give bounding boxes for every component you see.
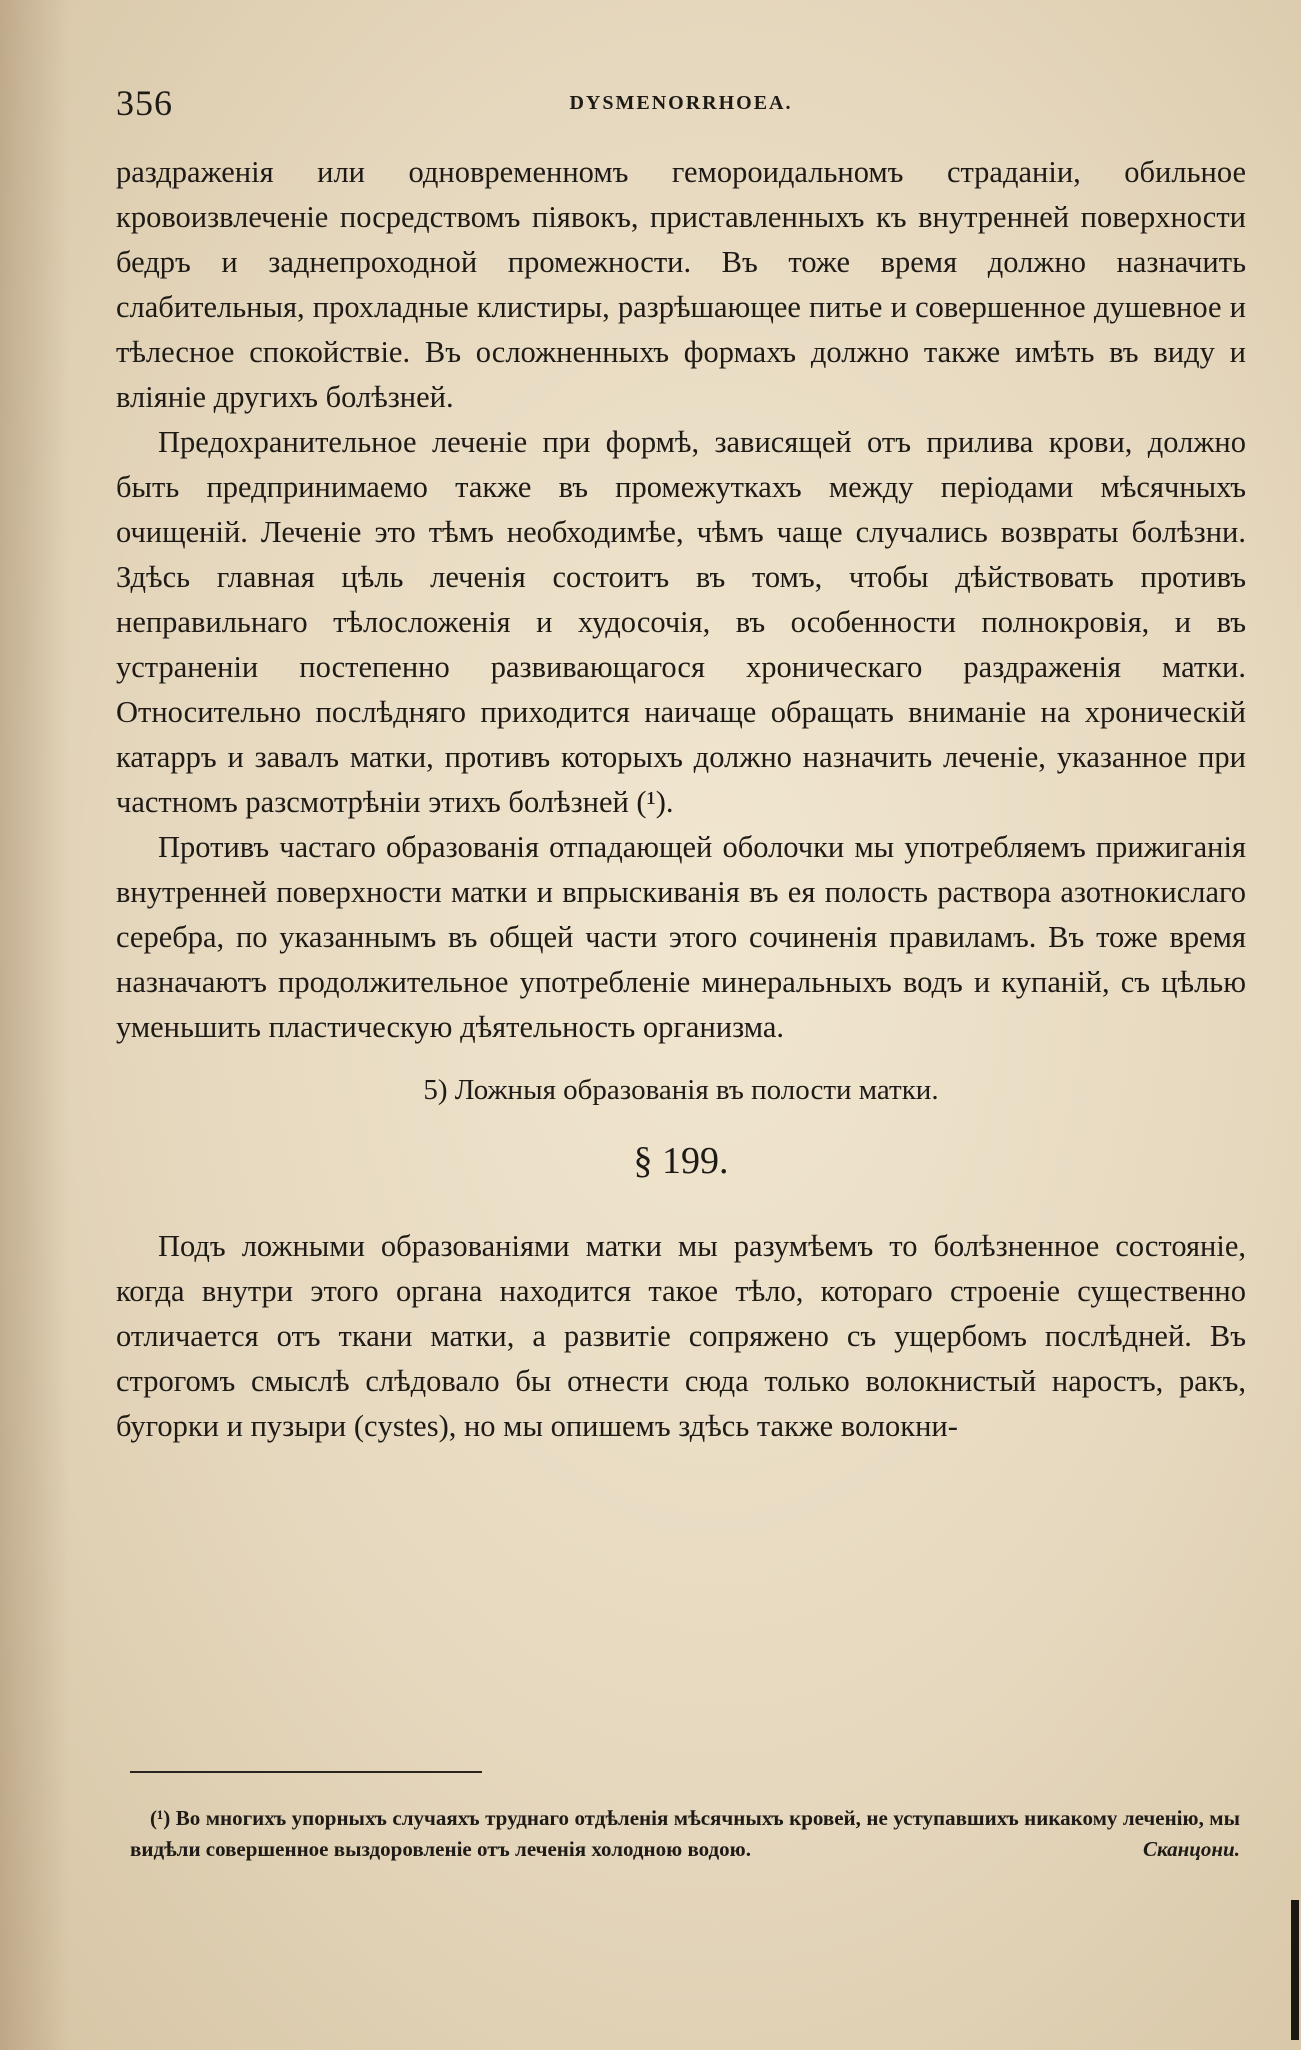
paragraph: раздраженія или одновременномъ гемороидальномъ страданіи, обильное кровоизвлеченіе посредствомъ піявокъ, приставленныхъ къ внутренней поверхности бедръ и заднепроходной промежности. Въ тоже время должно назначить слабительныя, прохладные клистиры, разрѣшающее питье и совершенное душевное и тѣлесное спокойствіе. Въ осложненныхъ формахъ должно также имѣть въ виду и вліяніе другихъ болѣзней.	[116, 155, 1246, 414]
footnote-text	[130, 1803, 1240, 1865]
page-number: 356	[116, 83, 173, 123]
footnote-signature: Сканцони.	[1142, 1837, 1240, 1861]
running-head: DYSMENORRHOEA.	[569, 92, 793, 114]
footnote-divider	[130, 1771, 482, 1773]
page-edge-mark	[1291, 1900, 1299, 2040]
paragraph: Подъ ложными образованіями матки мы разумѣемъ то болѣзненное состояніе, когда внутри этого органа находится такое тѣло, котораго строеніе существенно отличается отъ ткани матки, а развитіе сопряжено съ ущербомъ послѣдней. Въ строгомъ смыслѣ слѣдовало бы отнести сюда только волокнистый наростъ, ракъ, бугорки и пузыри (cystes), но мы опишемъ здѣсь также волокни-	[116, 1229, 1246, 1443]
paragraph-number: § 199.	[633, 1140, 729, 1182]
section-heading: 5) Ложныя образованія въ полости матки.	[423, 1074, 939, 1106]
footnote	[130, 1803, 1240, 1865]
page-header	[116, 82, 1246, 122]
footnote-body: (¹) Во многихъ упорныхъ случаяхъ труднаго отдѣленія мѣсячныхъ кровей, не уступавшихъ никакому леченію, мы видѣли совершенное выздоровленіе отъ леченія холодною водою.	[130, 1806, 1240, 1861]
paragraph: Противъ частаго образованія отпадающей оболочки мы употребляемъ прижиганія внутренней поверхности матки и впрыскиванія въ ея полость раствора азотнокислаго серебра, по указаннымъ въ общей части этого сочиненія правиламъ. Въ тоже время назначаютъ продолжительное употребленіе минеральныхъ водъ и купаній, съ цѣлью уменьшить пластическую дѣятельность организма.	[116, 830, 1246, 1044]
main-text	[116, 150, 1246, 1449]
paragraph: Предохранительное леченіе при формѣ, зависящей отъ прилива крови, должно быть предпринимаемо также въ промежуткахъ между періодами мѣсячныхъ очищеній. Леченіе это тѣмъ необходимѣе, чѣмъ чаще случались возвраты болѣзни. Здѣсь главная цѣль леченія состоитъ въ томъ, чтобы дѣйствовать противъ неправильнаго тѣлосложенія и худосочія, въ особенности полнокровія, и въ устраненіи постепенно развивающагося хроническаго раздраженія матки. Относительно послѣдняго приходится наичаще обращать вниманіе на хроническій катарръ и завалъ матки, противъ которыхъ должно назначить леченіе, указанное при частномъ разсмотрѣніи этихъ болѣзней (¹).	[116, 425, 1246, 819]
